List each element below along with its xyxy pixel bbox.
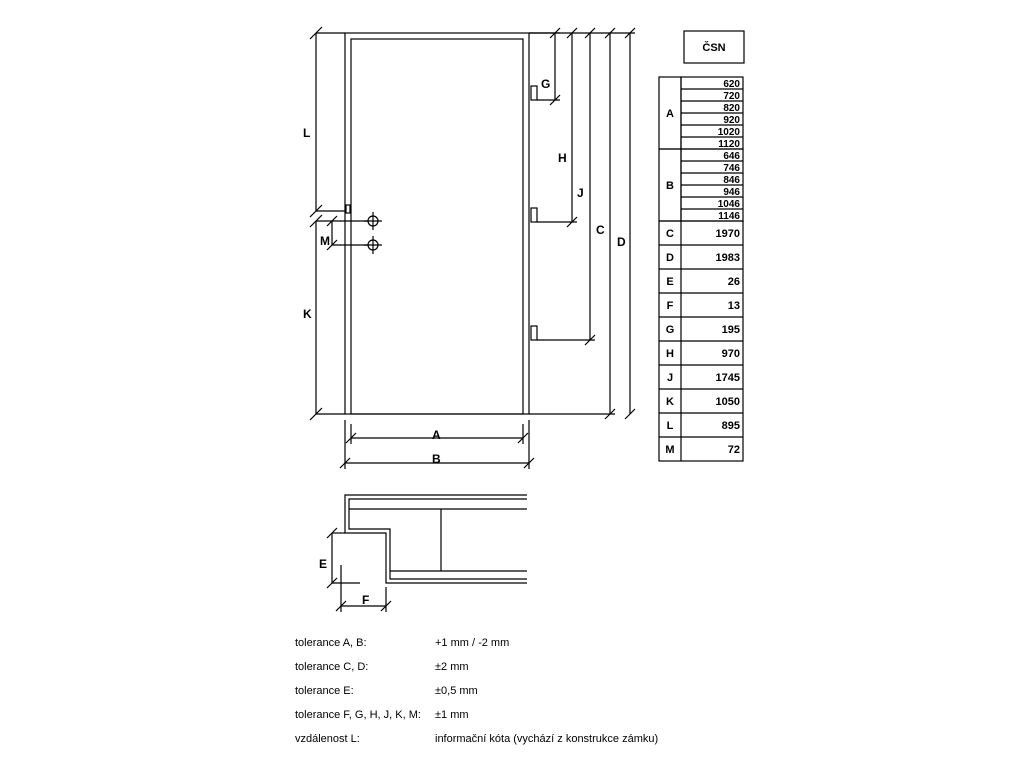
table-row-key: M	[665, 444, 675, 456]
table-row-value: 895	[721, 420, 740, 432]
table-group-value: 846	[723, 175, 740, 186]
table-row-value: 1050	[715, 396, 740, 408]
tolerance-label: vzdálenost L:	[295, 733, 360, 745]
table-group-value: 820	[723, 103, 740, 114]
tolerance-value: ±0,5 mm	[435, 685, 478, 697]
label-C: C	[596, 223, 605, 237]
tolerance-value: ±2 mm	[435, 661, 469, 673]
table-group-key: B	[666, 180, 674, 192]
hinge-middle	[531, 208, 537, 222]
table-row-key: D	[666, 252, 674, 264]
table-row-key: F	[666, 300, 674, 312]
tolerance-row	[295, 637, 755, 661]
table-row-value: 1983	[715, 252, 740, 264]
label-D: D	[617, 235, 626, 249]
table-row-key: H	[666, 348, 674, 360]
label-F: F	[362, 593, 370, 607]
table-row-key: G	[665, 324, 675, 336]
table-group-value: 1020	[717, 127, 740, 138]
tolerance-value: informační kóta (vychází z konstrukce zámku)	[435, 733, 659, 745]
table-row-value: 72	[727, 444, 740, 456]
tolerance-value: ±1 mm	[435, 709, 469, 721]
tolerance-row	[295, 733, 755, 757]
tolerance-value: +1 mm / -2 mm	[435, 637, 510, 649]
table-row-value: 195	[721, 324, 740, 336]
table-header: ČSN	[702, 42, 726, 54]
tolerance-row	[295, 709, 755, 733]
table-row-key: J	[666, 372, 674, 384]
table-group-value: 1146	[718, 211, 740, 222]
table-group-value: 720	[723, 91, 740, 102]
tolerance-row	[295, 685, 755, 709]
tolerance-row	[295, 661, 755, 685]
tolerance-label: tolerance F, G, H, J, K, M:	[295, 709, 421, 721]
tolerance-list	[295, 637, 755, 757]
table-group-value: 1120	[718, 139, 740, 150]
table-row-value: 26	[727, 276, 740, 288]
table-row-key: E	[666, 276, 674, 288]
label-L: L	[303, 126, 311, 140]
frame-inner	[351, 39, 523, 414]
table-row-value: 1745	[715, 372, 740, 384]
hinge-bottom	[531, 326, 537, 340]
table-group-value: 946	[723, 187, 740, 198]
hinge-top	[531, 86, 537, 100]
tolerance-label: tolerance C, D:	[295, 661, 369, 673]
frame-section-detail	[327, 495, 527, 612]
table-row-value: 970	[721, 348, 740, 360]
table-row-value: 13	[727, 300, 740, 312]
lock-plate	[346, 205, 350, 213]
tolerance-label: tolerance E:	[295, 685, 354, 697]
label-M: M	[320, 234, 330, 248]
table-row-key: L	[666, 420, 674, 432]
table-group-value: 746	[723, 163, 740, 174]
label-G: G	[541, 77, 551, 91]
table-group-value: 920	[723, 115, 740, 126]
table-row-key: C	[666, 228, 674, 240]
table-group-value: 1046	[717, 199, 740, 210]
label-K: K	[303, 307, 312, 321]
table-row-value: 1970	[715, 228, 740, 240]
table-group-value: 646	[723, 151, 740, 162]
label-J: J	[577, 186, 584, 200]
label-H: H	[558, 151, 567, 165]
label-B: B	[432, 452, 441, 466]
table-row-key: K	[666, 396, 674, 408]
label-A: A	[432, 428, 441, 442]
table-group-value: 620	[723, 79, 740, 90]
tolerance-label: tolerance A, B:	[295, 637, 367, 649]
label-E: E	[319, 557, 328, 571]
table-group-key: A	[666, 108, 674, 120]
